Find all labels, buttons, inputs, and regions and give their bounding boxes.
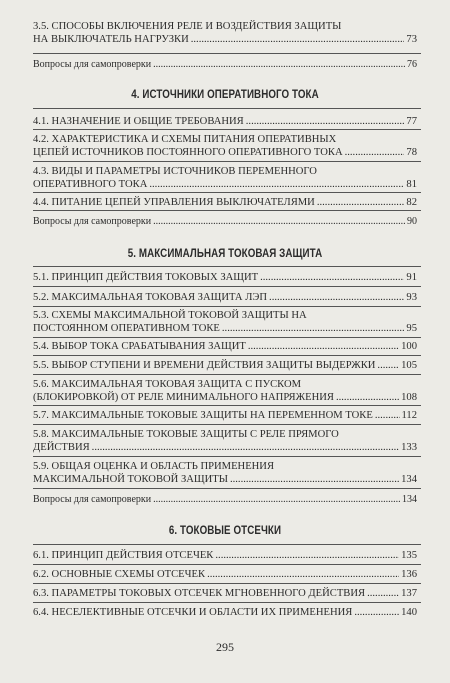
toc-page-ref: 81	[406, 179, 417, 190]
leader-dots	[336, 391, 399, 404]
leader-dots	[215, 549, 399, 562]
leader-dots	[153, 58, 405, 71]
toc-page-ref: 100	[401, 341, 417, 352]
toc-entry-text: 5.5. ВЫБОР СТУПЕНИ И ВРЕМЕНИ ДЕЙСТВИЯ ЗАЩИТЫ ВЫДЕРЖКИ	[33, 360, 376, 371]
divider	[33, 355, 421, 356]
leader-dots	[191, 33, 405, 46]
chapter-title: 4. ИСТОЧНИКИ ОПЕРАТИВНОГО ТОКА	[131, 89, 319, 101]
chapter-title: 5. МАКСИМАЛЬНАЯ ТОКОВАЯ ЗАЩИТА	[127, 248, 323, 260]
toc-page-ref: 133	[401, 442, 417, 453]
divider	[33, 424, 421, 425]
toc-entry-text: 6.1. ПРИНЦИП ДЕЙСТВИЯ ОТСЕЧЕК	[33, 550, 214, 561]
toc-entry-text: 5.2. МАКСИМАЛЬНАЯ ТОКОВАЯ ЗАЩИТА ЛЭП	[33, 292, 268, 303]
toc-entry-text: 6.3. ПАРАМЕТРЫ ТОКОВЫХ ОТСЕЧЕК МГНОВЕННОГО ДЕЙСТВИЯ	[33, 588, 366, 599]
leader-dots	[375, 409, 400, 422]
divider	[33, 583, 421, 584]
toc-entry-text: ДЕЙСТВИЯ	[33, 442, 90, 453]
divider	[33, 456, 421, 457]
toc-entry-text: 5.6. МАКСИМАЛЬНАЯ ТОКОВАЯ ЗАЩИТА С ПУСКОМ	[33, 379, 302, 390]
divider	[33, 374, 421, 375]
toc-page-ref: 134	[402, 494, 417, 505]
toc-entry-5-8	[33, 428, 417, 454]
divider	[33, 108, 421, 109]
toc-entry-3-5	[33, 20, 417, 46]
toc-entry-text: 5.3. СХЕМЫ МАКСИМАЛЬНОЙ ТОКОВОЙ ЗАЩИТЫ НА	[33, 310, 307, 321]
toc-entry-questions	[33, 215, 417, 228]
toc-entry-text: ЦЕПЕЙ ИСТОЧНИКОВ ПОСТОЯННОГО ОПЕРАТИВНОГО ТОКА	[33, 147, 343, 158]
toc-entry-6-1	[33, 549, 417, 562]
toc-entry-text: 5.7. МАКСИМАЛЬНЫЕ ТОКОВЫЕ ЗАЩИТЫ НА ПЕРЕМЕННОМ ТОКЕ	[33, 410, 373, 421]
divider	[33, 306, 421, 307]
divider	[33, 564, 421, 565]
toc-page-ref: 76	[407, 59, 417, 70]
divider	[33, 405, 421, 406]
toc-entry-5-7	[33, 409, 417, 422]
leader-dots	[260, 271, 404, 284]
toc-entry-4-3	[33, 165, 417, 191]
leader-dots	[246, 115, 405, 128]
toc-page-ref: 134	[401, 474, 417, 485]
leader-dots	[153, 215, 405, 228]
toc-entry-5-6	[33, 378, 417, 404]
toc-page-ref: 137	[401, 588, 417, 599]
toc-entry-6-3	[33, 587, 417, 600]
toc-entry-text: 4.3. ВИДЫ И ПАРАМЕТРЫ ИСТОЧНИКОВ ПЕРЕМЕННОГО	[33, 166, 317, 177]
toc-entry-5-9	[33, 460, 417, 486]
toc-page-ref: 105	[401, 360, 417, 371]
toc-entry-text: 6.2. ОСНОВНЫЕ СХЕМЫ ОТСЕЧЕК	[33, 569, 206, 580]
toc-page-ref: 135	[401, 550, 417, 561]
toc-entry-4-2	[33, 133, 417, 159]
toc-page-ref: 112	[401, 410, 417, 421]
toc-entry-text: 4.2. ХАРАКТЕРИСТИКА И СХЕМЫ ПИТАНИЯ ОПЕРАТИВНЫХ	[33, 134, 337, 145]
toc-entry-questions	[33, 493, 417, 506]
toc-page-ref: 93	[406, 292, 417, 303]
toc-entry-text: Вопросы для самопроверки	[33, 59, 152, 70]
leader-dots	[269, 291, 404, 304]
toc-entry-text: 5.4. ВЫБОР ТОКА СРАБАТЫВАНИЯ ЗАЩИТ	[33, 341, 246, 352]
toc-page-ref: 136	[401, 569, 417, 580]
toc-page-ref: 73	[406, 34, 417, 45]
toc-entry-text: 4.4. ПИТАНИЕ ЦЕПЕЙ УПРАВЛЕНИЯ ВЫКЛЮЧАТЕЛЯМИ	[33, 197, 315, 208]
toc-entry-4-4	[33, 196, 417, 209]
toc-entry-text: (БЛОКИРОВКОЙ) ОТ РЕЛЕ МИНИМАЛЬНОГО НАПРЯЖЕНИЯ	[33, 392, 334, 403]
page-number: 295	[216, 640, 234, 654]
toc-entry-text: 6.4. НЕСЕЛЕКТИВНЫЕ ОТСЕЧКИ И ОБЛАСТИ ИХ ПРИМЕНЕНИЯ	[33, 607, 353, 618]
toc-entry-4-1	[33, 115, 417, 128]
toc-entry-text: 3.5. СПОСОБЫ ВКЛЮЧЕНИЯ РЕЛЕ И ВОЗДЕЙСТВИЯ ЗАЩИТЫ	[33, 21, 342, 32]
toc-entry-6-4	[33, 606, 417, 619]
divider	[33, 488, 421, 489]
toc-page-ref: 95	[406, 323, 417, 334]
toc-entry-text: 4.1. НАЗНАЧЕНИЕ И ОБЩИЕ ТРЕБОВАНИЯ	[33, 116, 244, 127]
leader-dots	[317, 196, 405, 209]
toc-page-ref: 108	[401, 392, 417, 403]
toc-entry-questions	[33, 58, 417, 71]
toc-entry-text: ПОСТОЯННОМ ОПЕРАТИВНОМ ТОКЕ	[33, 323, 220, 334]
toc-entry-5-2	[33, 291, 417, 304]
toc-entry-text: 5.9. ОБЩАЯ ОЦЕНКА И ОБЛАСТЬ ПРИМЕНЕНИЯ	[33, 461, 275, 472]
divider	[33, 337, 421, 338]
toc-page-ref: 78	[406, 147, 417, 158]
leader-dots	[354, 606, 399, 619]
divider	[33, 286, 421, 287]
divider	[33, 192, 421, 193]
toc-page-ref: 140	[401, 607, 417, 618]
divider	[33, 53, 421, 54]
leader-dots	[149, 178, 404, 191]
divider	[33, 210, 421, 211]
toc-page-ref: 91	[406, 272, 417, 283]
toc-page-ref: 90	[407, 216, 417, 227]
toc-entry-text: 5.1. ПРИНЦИП ДЕЙСТВИЯ ТОКОВЫХ ЗАЩИТ	[33, 272, 259, 283]
toc-entry-5-1	[33, 271, 417, 284]
divider	[33, 266, 421, 267]
toc-entry-text: Вопросы для самопроверки	[33, 494, 152, 505]
divider	[33, 602, 421, 603]
leader-dots	[377, 359, 399, 372]
toc-entry-5-3	[33, 309, 417, 335]
leader-dots	[367, 587, 399, 600]
leader-dots	[230, 473, 399, 486]
leader-dots	[207, 568, 399, 581]
toc-entry-text: НА ВЫКЛЮЧАТЕЛЬ НАГРУЗКИ	[33, 34, 189, 45]
toc-entry-text: Вопросы для самопроверки	[33, 216, 152, 227]
toc-entry-text: ОПЕРАТИВНОГО ТОКА	[33, 179, 148, 190]
toc-entry-5-4	[33, 340, 417, 353]
leader-dots	[153, 493, 400, 506]
toc-entry-6-2	[33, 568, 417, 581]
toc-entry-text: 5.8. МАКСИМАЛЬНЫЕ ТОКОВЫЕ ЗАЩИТЫ С РЕЛЕ ПРЯМОГО	[33, 429, 339, 440]
toc-page-ref: 77	[406, 116, 417, 127]
leader-dots	[345, 146, 405, 159]
toc-entry-text: МАКСИМАЛЬНОЙ ТОКОВОЙ ЗАЩИТЫ	[33, 474, 228, 485]
divider	[33, 544, 421, 545]
toc-page-ref: 82	[406, 197, 417, 208]
divider	[33, 161, 421, 162]
leader-dots	[248, 340, 399, 353]
chapter-title: 6. ТОКОВЫЕ ОТСЕЧКИ	[168, 525, 282, 537]
divider	[33, 129, 421, 130]
toc-entry-5-5	[33, 359, 417, 372]
leader-dots	[222, 322, 405, 335]
leader-dots	[92, 441, 399, 454]
